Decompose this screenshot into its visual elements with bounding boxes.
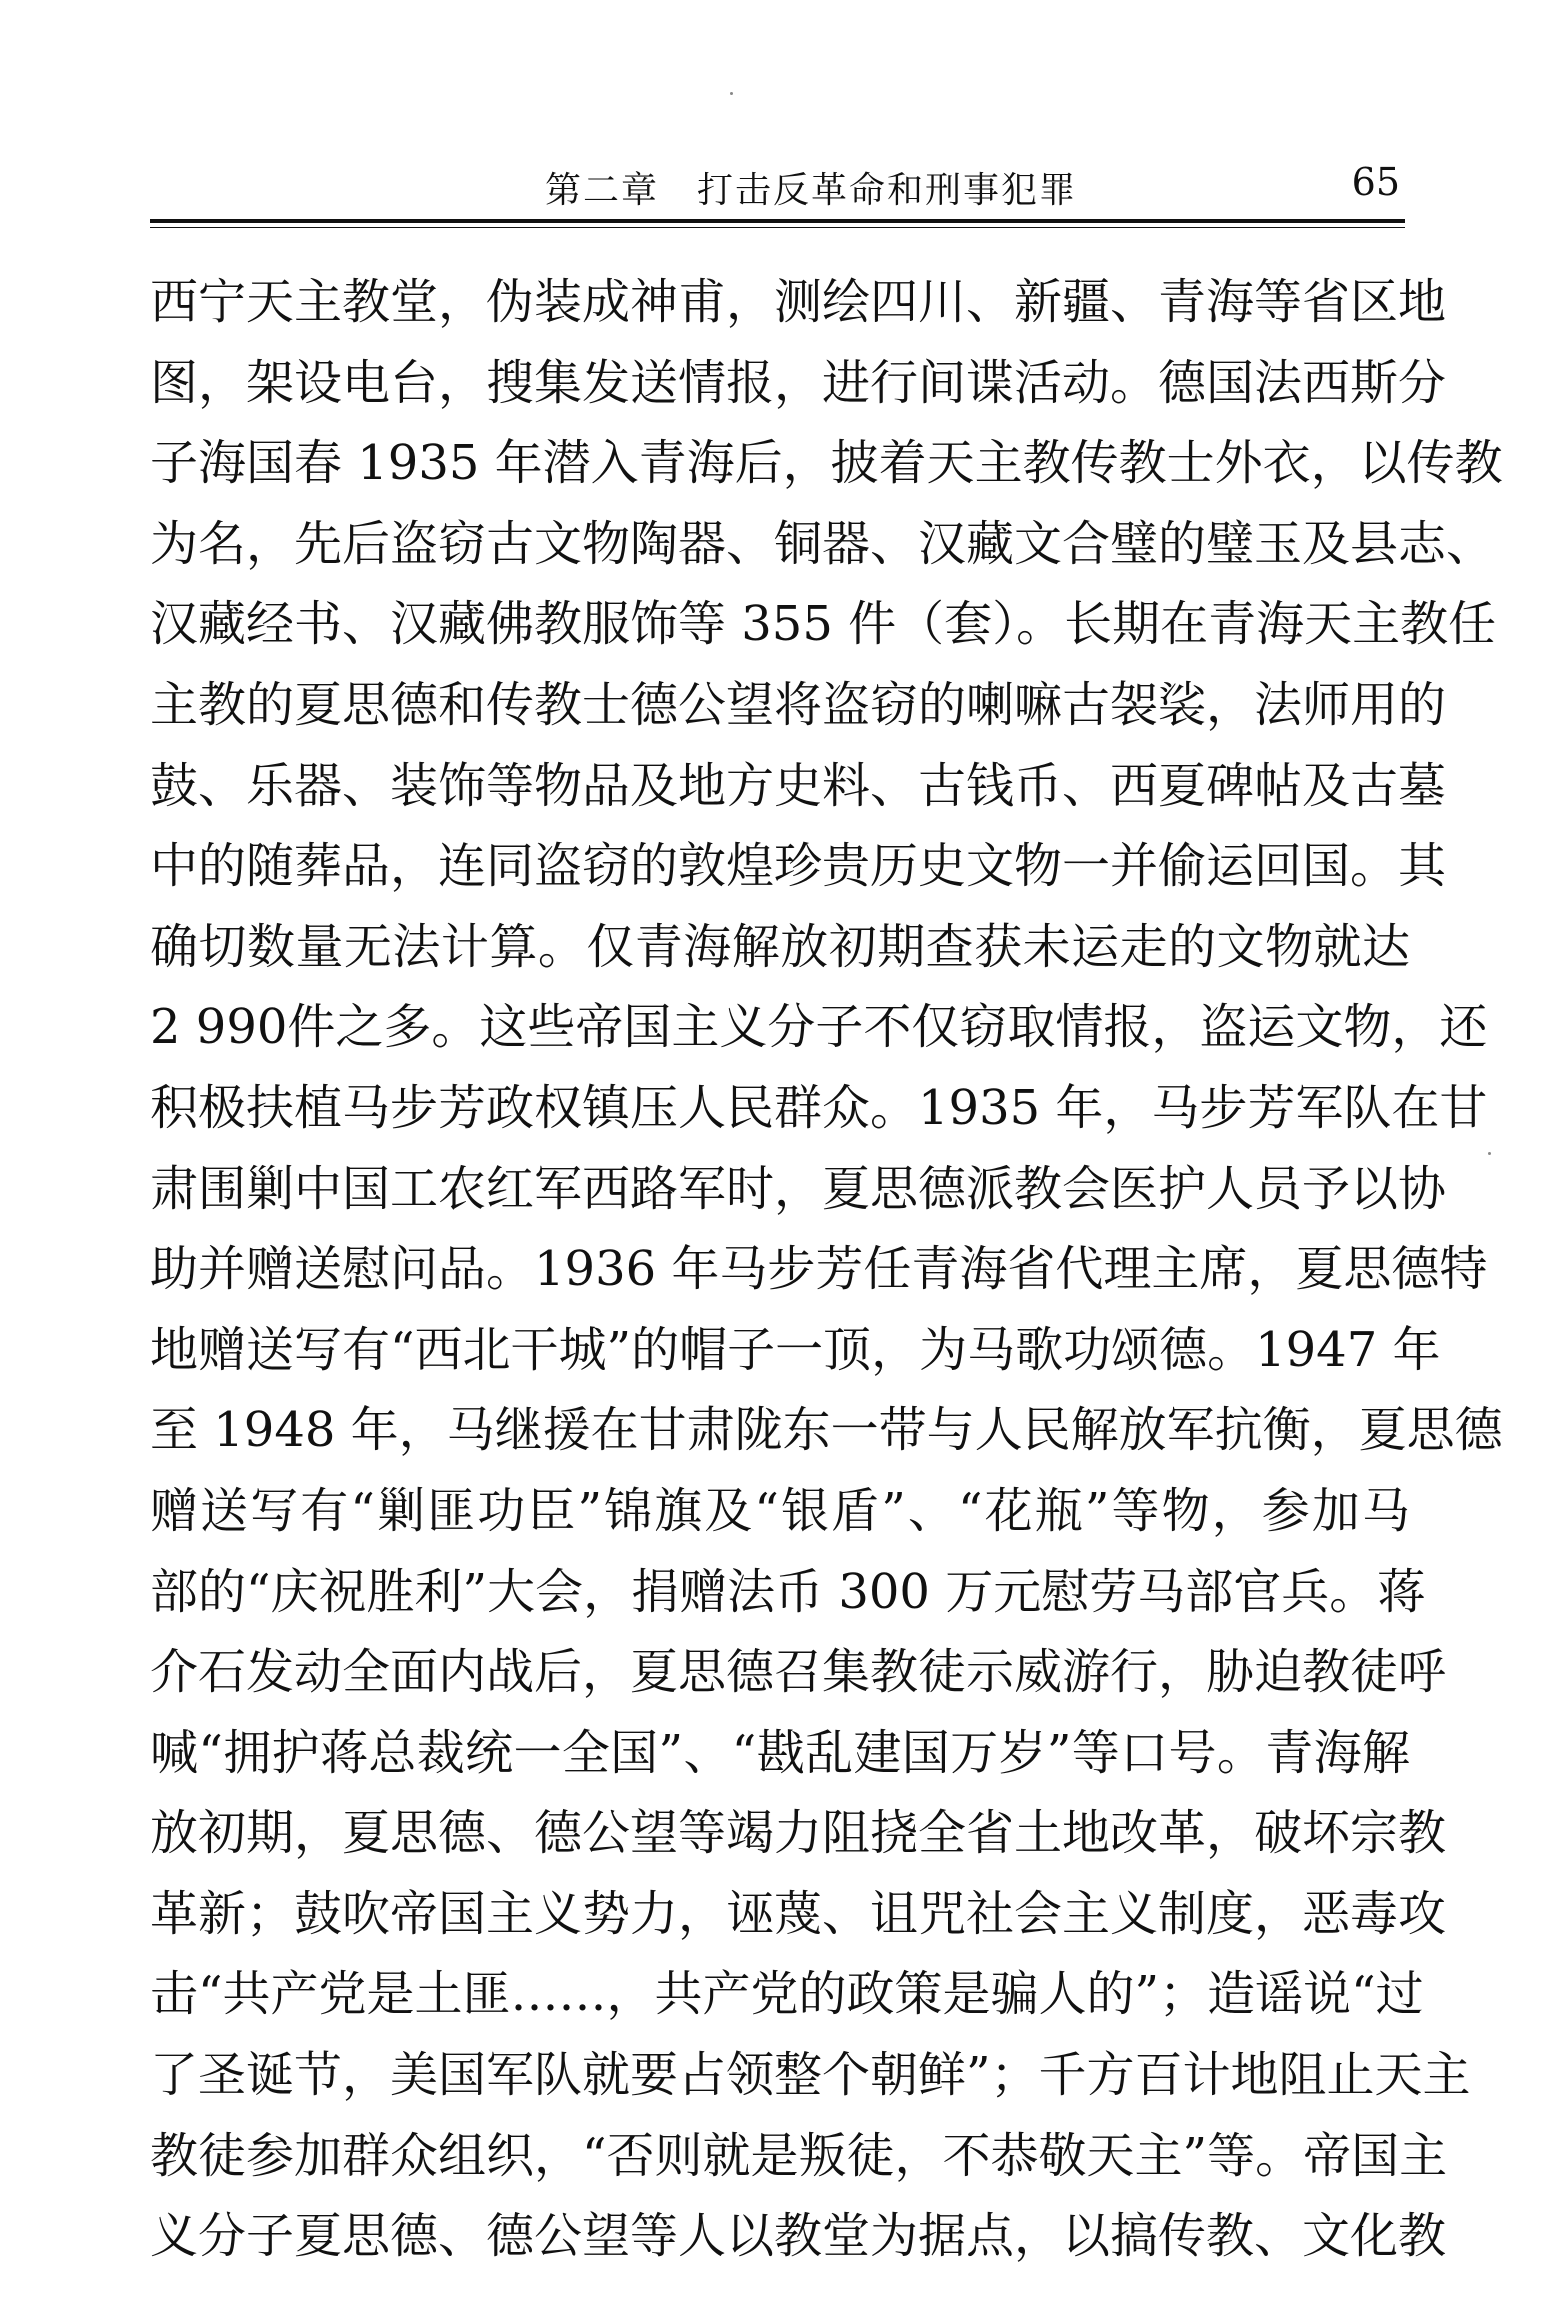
text-line: 主教的夏思德和传教士德公望将盗窃的喇嘛古袈裟，法师用的: [150, 676, 1447, 733]
text-line: 介石发动全面内战后，夏思德召集教徒示威游行，胁迫教徒呼: [150, 1644, 1447, 1701]
text-line: 确切数量无法计算。仅青海解放初期查获未运走的文物就达: [150, 918, 1410, 975]
text-line: 助并赠送慰问品。1936 年马步芳任青海省代理主席，夏思德特: [150, 1241, 1488, 1298]
text-line: 鼓、乐器、装饰等物品及地方史料、古钱币、西夏碑帖及古墓: [150, 757, 1447, 814]
text-line: 地赠送写有“西北干城”的帽子一顶，为马歌功颂德。1947 年: [150, 1321, 1441, 1378]
header-rule-thick: [150, 219, 1405, 223]
text-line: 汉藏经书、汉藏佛教服饰等 355 件（套）。长期在青海天主教任: [150, 596, 1497, 653]
text-line: 部的“庆祝胜利”大会，捐赠法币 300 万元慰劳马部官兵。蒋: [150, 1563, 1426, 1620]
text-line: 赠送写有“剿匪功臣”锦旗及“银盾”、“花瓶”等物，参加马: [150, 1482, 1410, 1539]
text-line: 图，架设电台，搜集发送情报，进行间谍活动。德国法西斯分: [150, 354, 1447, 411]
text-line: 义分子夏思德、德公望等人以教堂为据点，以搞传教、文化教: [150, 2208, 1447, 2265]
scan-speck: [1488, 1152, 1491, 1155]
text-line: 中的随葬品，连同盗窃的敦煌珍贵历史文物一并偷运回国。其: [150, 838, 1447, 895]
text-line: 子海国春 1935 年潜入青海后，披着天主教传教士外衣，以传教: [150, 435, 1503, 492]
text-line: 2 990件之多。这些帝国主义分子不仅窃取情报，盗运文物，还: [150, 999, 1488, 1056]
text-line: 至 1948 年，马继援在甘肃陇东一带与人民解放军抗衡，夏思德: [150, 1402, 1503, 1459]
text-line: 了圣诞节，美国军队就要占领整个朝鲜”；千方百计地阻止天主: [150, 2047, 1471, 2104]
header-rule-thin: [150, 227, 1405, 228]
text-line: 西宁天主教堂，伪装成神甫，测绘四川、新疆、青海等省区地: [150, 274, 1447, 330]
text-line: 击“共产党是土匪……，共产党的政策是骗人的”；造谣说“过: [150, 1966, 1424, 2023]
text-line: 积极扶植马步芳政权镇压人民群众。1935 年，马步芳军队在甘: [150, 1079, 1488, 1136]
text-line: 喊“拥护蒋总裁统一全国”、“戡乱建国万岁”等口号。青海解: [150, 1724, 1410, 1781]
chapter-title: 第二章 打击反革命和刑事犯罪: [545, 170, 1078, 211]
scan-speck: [730, 92, 733, 95]
text-line: 肃围剿中国工农红军西路军时，夏思德派教会医护人员予以协: [150, 1160, 1447, 1217]
text-line: 教徒参加群众组织，“否则就是叛徒，不恭敬天主”等。帝国主: [150, 2127, 1448, 2184]
body-text: [150, 262, 1503, 2277]
text-line: 革新；鼓吹帝国主义势力，诬蔑、诅咒社会主义制度，恶毒攻: [150, 1885, 1447, 1942]
running-header: [150, 150, 1400, 210]
page-number: 65: [1351, 160, 1400, 204]
text-line: 为名，先后盗窃古文物陶器、铜器、汉藏文合璧的璧玉及县志、: [150, 515, 1495, 572]
text-line: 放初期，夏思德、德公望等竭力阻挠全省土地改革，破坏宗教: [150, 1805, 1447, 1862]
